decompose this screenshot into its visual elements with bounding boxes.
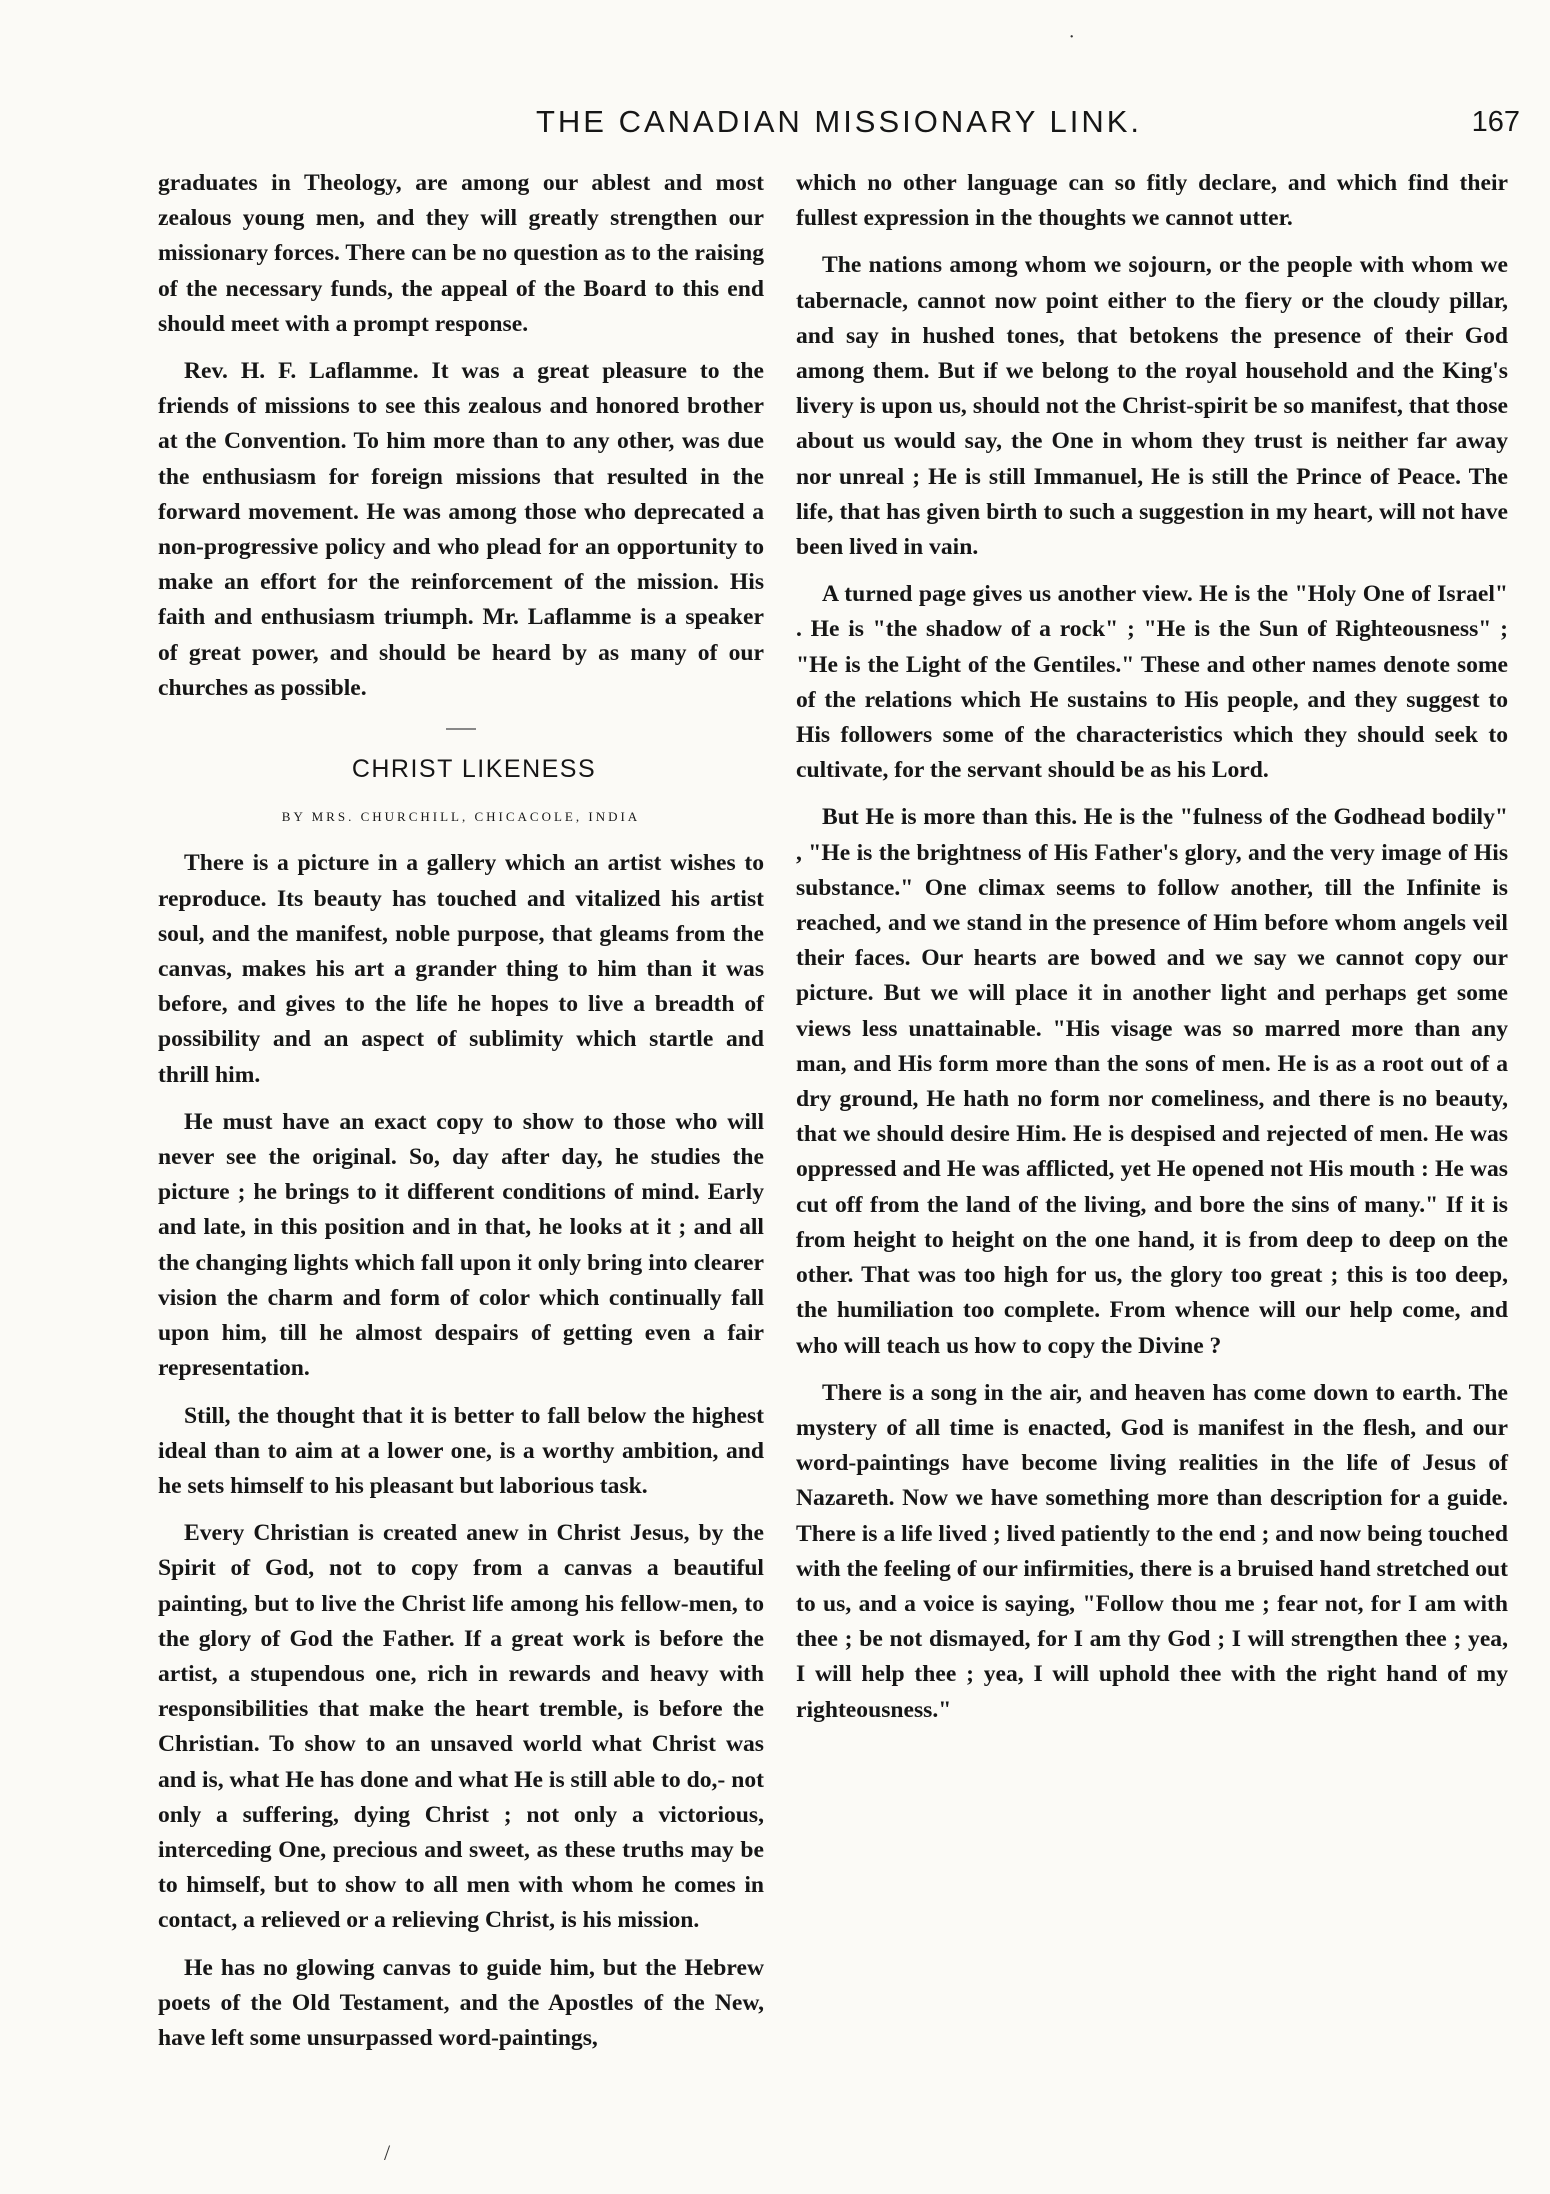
paragraph: He has no glowing canvas to guide him, but the Hebrew poets of the Old Testament, and the Apostles of the New, have left some unsurpassed word-paintings, [158,1954,764,2051]
paragraph: There is a song in the air, and heaven has come down to earth. The mystery of all time is enacted, God is manifest in the flesh, and our word-paintings have become living realities in the life of Jesus of Nazareth. Now we have something more than description for a guide. There is a life lived ; lived patiently to the end ; and now being touched with the feeling of our infirmities, there is a bruised hand stretched out to us, and a voice is saying, "Follow thou me ; fear not, for I am with thee ; be not dismayed, for I am thy God ; I will strengthen thee ; yea, I will help thee ; yea, I will uphold thee with the right hand of my righteousness." [796,1379,1508,1723]
print-mark: / [384,2140,391,2165]
paragraph: A turned page gives us another view. He is the "Holy One of Israel" . He is "the shadow of a rock" ; "He is the Sun of Righteousness" ; "He is the Light of the Gentiles." These and other names denote some of the relations which He sustains to His people, and they suggest to His followers some of the characteristics which they should seek to cultivate, for the servant should be as his Lord. [796,581,1508,784]
left-column [158,166,764,2068]
byline: BY MRS. CHURCHILL, CHICACOLE, INDIA [281,809,641,825]
page-header [158,100,1520,144]
page-number: 167 [1471,106,1520,138]
article-title: CHRIST LIKENESS [351,755,597,784]
section-divider [446,728,476,730]
paragraph: Rev. H. F. Laflamme. It was a great pleasure to the friends of missions to see this zealous and honored brother at the Convention. To him more than to any other, was due the enthusiasm for foreign missions that resulted in the forward movement. He was among those who deprecated a non-progressive policy and who plead for an opportunity to make an effort for the reinforcement of the mission. His faith and enthusiasm triumph. Mr. Laflamme is a speaker of great power, and should be heard by as many of our churches as possible. [158,358,764,701]
right-column [796,166,1508,1740]
paragraph: He must have an exact copy to show to those who will never see the original. So, day after day, he studies the picture ; he brings to it different conditions of mind. Early and late, in this position and in that, he looks at it ; and all the changing lights which fall upon it only bring into clearer vision the charm and form of color which continually fall upon him, till he almost despairs of getting even a fair representation. [158,1108,764,1382]
paragraph: There is a picture in a gallery which an artist wishes to reproduce. Its beauty has touched and vitalized his artist soul, and the manifest, noble purpose, that gleams from the canvas, makes his art a grander thing to him than it was before, and gives to the life he hopes to live a breadth of possibility and an aspect of sublimity which startle and thrill him. [158,850,764,1088]
paragraph: which no other language can so fitly declare, and which find their fullest expression in the thoughts we cannot utter. [796,170,1508,232]
print-mark: ˙ [1068,30,1076,55]
paragraph: Still, the thought that it is better to fall below the highest ideal than to aim at a lower one, is a worthy ambition, and he sets himself to his pleasant but laborious task. [158,1402,764,1499]
paragraph: Every Christian is created anew in Christ Jesus, by the Spirit of God, not to copy from a canvas a beautiful painting, but to live the Christ life among his fellow-men, to the glory of God the Father. If a great work is before the artist, a stupendous one, rich in rewards and heavy with responsibilities that make the heart tremble, is before the Christian. To show to an unsaved world what Christ was and is, what He has done and what He is still able to do,- not only a suffering, dying Christ ; not only a victorious, interceding One, precious and sweet, as these truths may be to himself, but to show to all men with whom he comes in contact, a relieved or a relieving Christ, is his mission. [158,1520,764,1934]
paragraph: The nations among whom we sojourn, or the people with whom we tabernacle, cannot now point either to the fiery or the cloudy pillar, and say in hushed tones, that betokens the presence of their God among them. But if we belong to the royal household and the King's livery is upon us, should not the Christ-spirit be so manifest, that those about us would say, the One in whom they trust is neither far away nor unreal ; He is still Immanuel, He is still the Prince of Peace. The life, that has given birth to such a suggestion in my heart, will not have been lived in vain. [796,252,1508,561]
paragraph: graduates in Theology, are among our ablest and most zealous young men, and they will greatly strengthen our missionary forces. There can be no question as to the raising of the necessary funds, the appeal of the Board to this end should meet with a prompt response. [158,170,764,337]
paragraph: But He is more than this. He is the "fulness of the Godhead bodily" , "He is the brightness of His Father's glory, and the very image of His substance." One climax seems to follow another, till the Infinite is reached, and we stand in the presence of Him before whom angels veil their faces. Our hearts are bowed and we say we cannot copy our picture. But we will place it in another light and perhaps get some views less unattainable. "His visage was so marred more than any man, and His form more than the sons of men. He is as a root out of a dry ground, He hath no form nor comeliness, and there is no beauty, that we should desire Him. He is despised and rejected of men. He was oppressed and He was afflicted, yet He opened not His mouth : He was cut off from the land of the living, and bore the sins of many." If it is from height to height on the one hand, it is from deep to deep on the other. That was too high for us, the glory too great ; this is too deep, the humiliation too complete. From whence will our help come, and who will teach us how to copy the Divine ? [796,804,1508,1359]
running-title: THE CANADIAN MISSIONARY LINK. [535,104,1143,139]
